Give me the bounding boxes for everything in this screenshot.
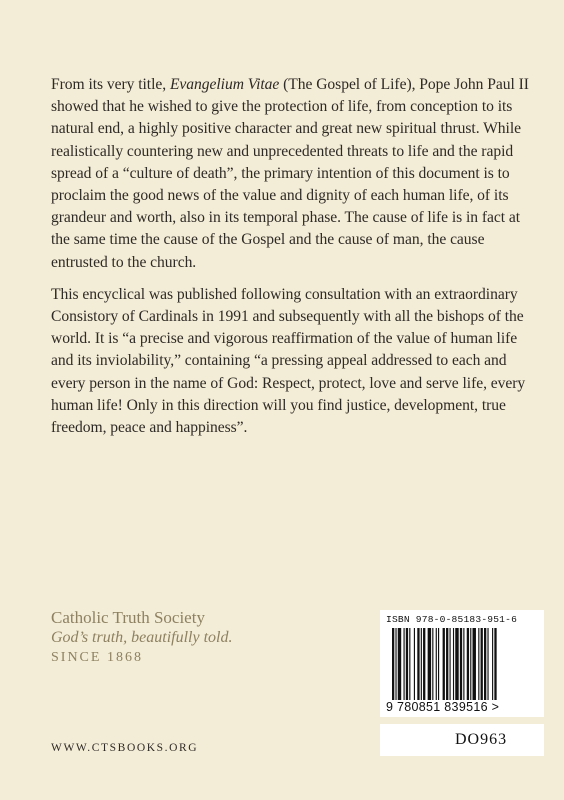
back-cover-blurb [51, 74, 529, 449]
website-url: WWW.CTSBOOKS.ORG [51, 742, 199, 754]
publisher-tagline: God’s truth, beautifully told. [51, 629, 233, 646]
blurb-p1-start: From its very title, [51, 76, 170, 93]
publisher-name: Catholic Truth Society [51, 608, 205, 627]
barcode-panel [380, 610, 544, 717]
barcode-digits: 9 780851 839516 > [386, 700, 500, 714]
blurb-paragraph-2: This encyclical was published following consultation with an extraordinary Consistory of Cardinals in 1991 and subsequently with all the bishops of the world. It is “a precise and vigorous reaffirmation of the value of human life and its inviolability,” containing “a pressing appeal addressed to each and every person in the name of God: Respect, protect, love and serve life, every human life! Only in this direction will you find justice, development, true freedom, peace and happiness”. [51, 285, 526, 437]
publisher-block [51, 608, 232, 668]
blurb-p1-rest: (The Gospel of Life), Pope John Paul II showed that he wished to give the protection of life, from conception to its natural end, a highly positive character and great new spiritual thrust. While realistically countering new and unprecedented threats to life and the rapid spread of a “culture of death”, the primary intention of this document is to proclaim the good news of the value and dignity of each human life, of its grandeur and worth, also in its temporal phase. The cause of life is in fact at the same time the cause of the Gospel and the cause of man, the cause entrusted to the church. [51, 76, 529, 271]
isbn-label: ISBN 978-0-85183-951-6 [386, 614, 518, 625]
blurb-paragraph-1 [51, 74, 529, 274]
product-code-panel [380, 724, 544, 756]
blurb-book-title: Evangelium Vitae [169, 76, 280, 93]
publisher-since: SINCE 1868 [51, 650, 143, 665]
product-code: DO963 [455, 731, 508, 748]
barcode-icon [392, 628, 532, 700]
